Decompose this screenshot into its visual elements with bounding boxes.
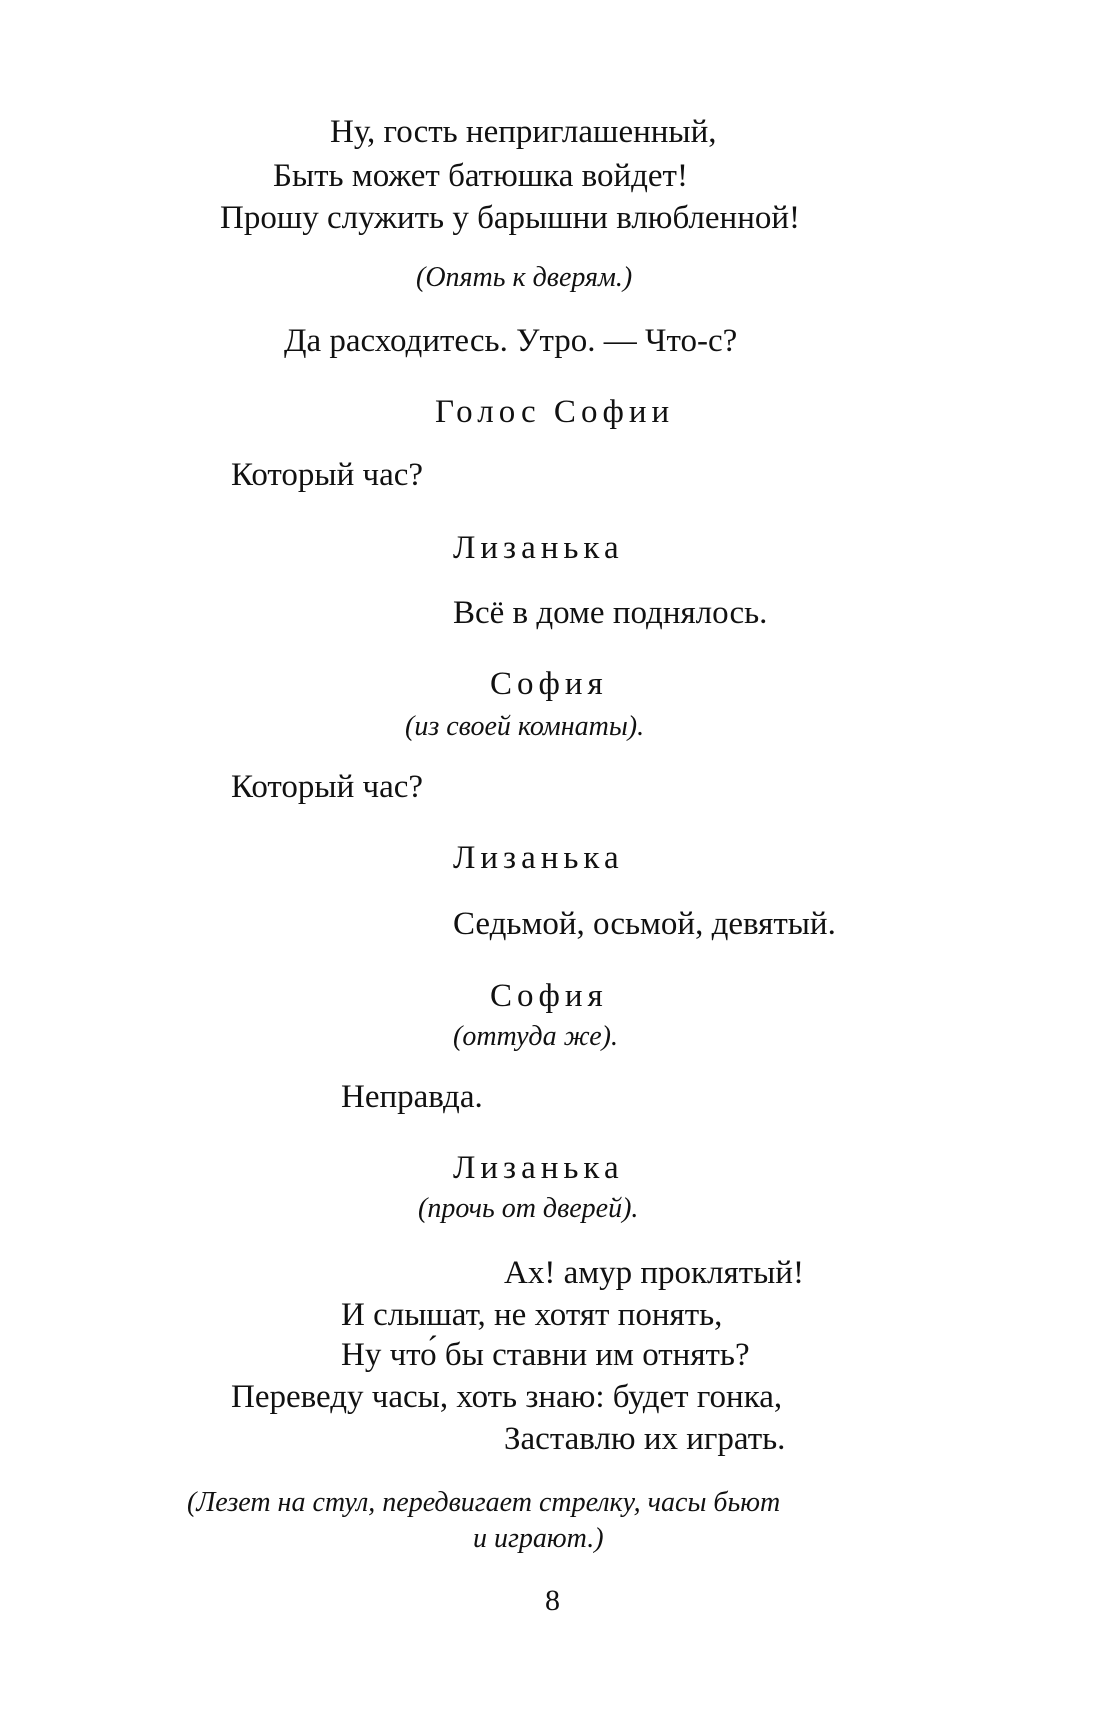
verse-line: Неправда. [341, 1079, 483, 1115]
stage-direction: (Лезет на стул, передвигает стрелку, часы бьют [187, 1487, 781, 1518]
speaker-name: Лизанька [453, 530, 624, 566]
stage-direction: и играют.) [473, 1523, 604, 1554]
verse-line: Ах! амур проклятый! [504, 1255, 804, 1291]
verse-line: Прошу служить у барышни влюбленной! [220, 200, 801, 236]
verse-line: Быть может батюшка войдет! [273, 158, 688, 194]
verse-line: Всё в доме поднялось. [453, 595, 768, 631]
verse-line: И слышат, не хотят понять, [341, 1297, 723, 1333]
speaker-name: Лизанька [453, 840, 624, 876]
stage-direction: (Опять к дверям.) [416, 262, 633, 293]
speaker-name: София [490, 978, 608, 1014]
verse-line: Заставлю их играть. [504, 1421, 786, 1457]
verse-line: Да расходитесь. Утро. — Что-с? [284, 323, 738, 359]
stage-direction: (прочь от дверей). [418, 1193, 639, 1224]
stage-direction: (из своей комнаты). [405, 711, 645, 742]
verse-line: Который час? [231, 457, 424, 493]
verse-line: Который час? [231, 769, 424, 805]
verse-line: Ну, гость неприглашенный, [330, 114, 717, 150]
verse-line: Седьмой, осьмой, девятый. [453, 906, 836, 942]
speaker-name: Голос Софии [435, 394, 675, 430]
stage-direction: (оттуда же). [453, 1021, 619, 1052]
page-number: 8 [545, 1584, 560, 1617]
verse-line: Ну что́ бы ставни им отнять? [341, 1337, 750, 1373]
verse-line: Переведу часы, хоть знаю: будет гонка, [231, 1379, 783, 1415]
speaker-name: Лизанька [453, 1150, 624, 1186]
speaker-name: София [490, 666, 608, 702]
